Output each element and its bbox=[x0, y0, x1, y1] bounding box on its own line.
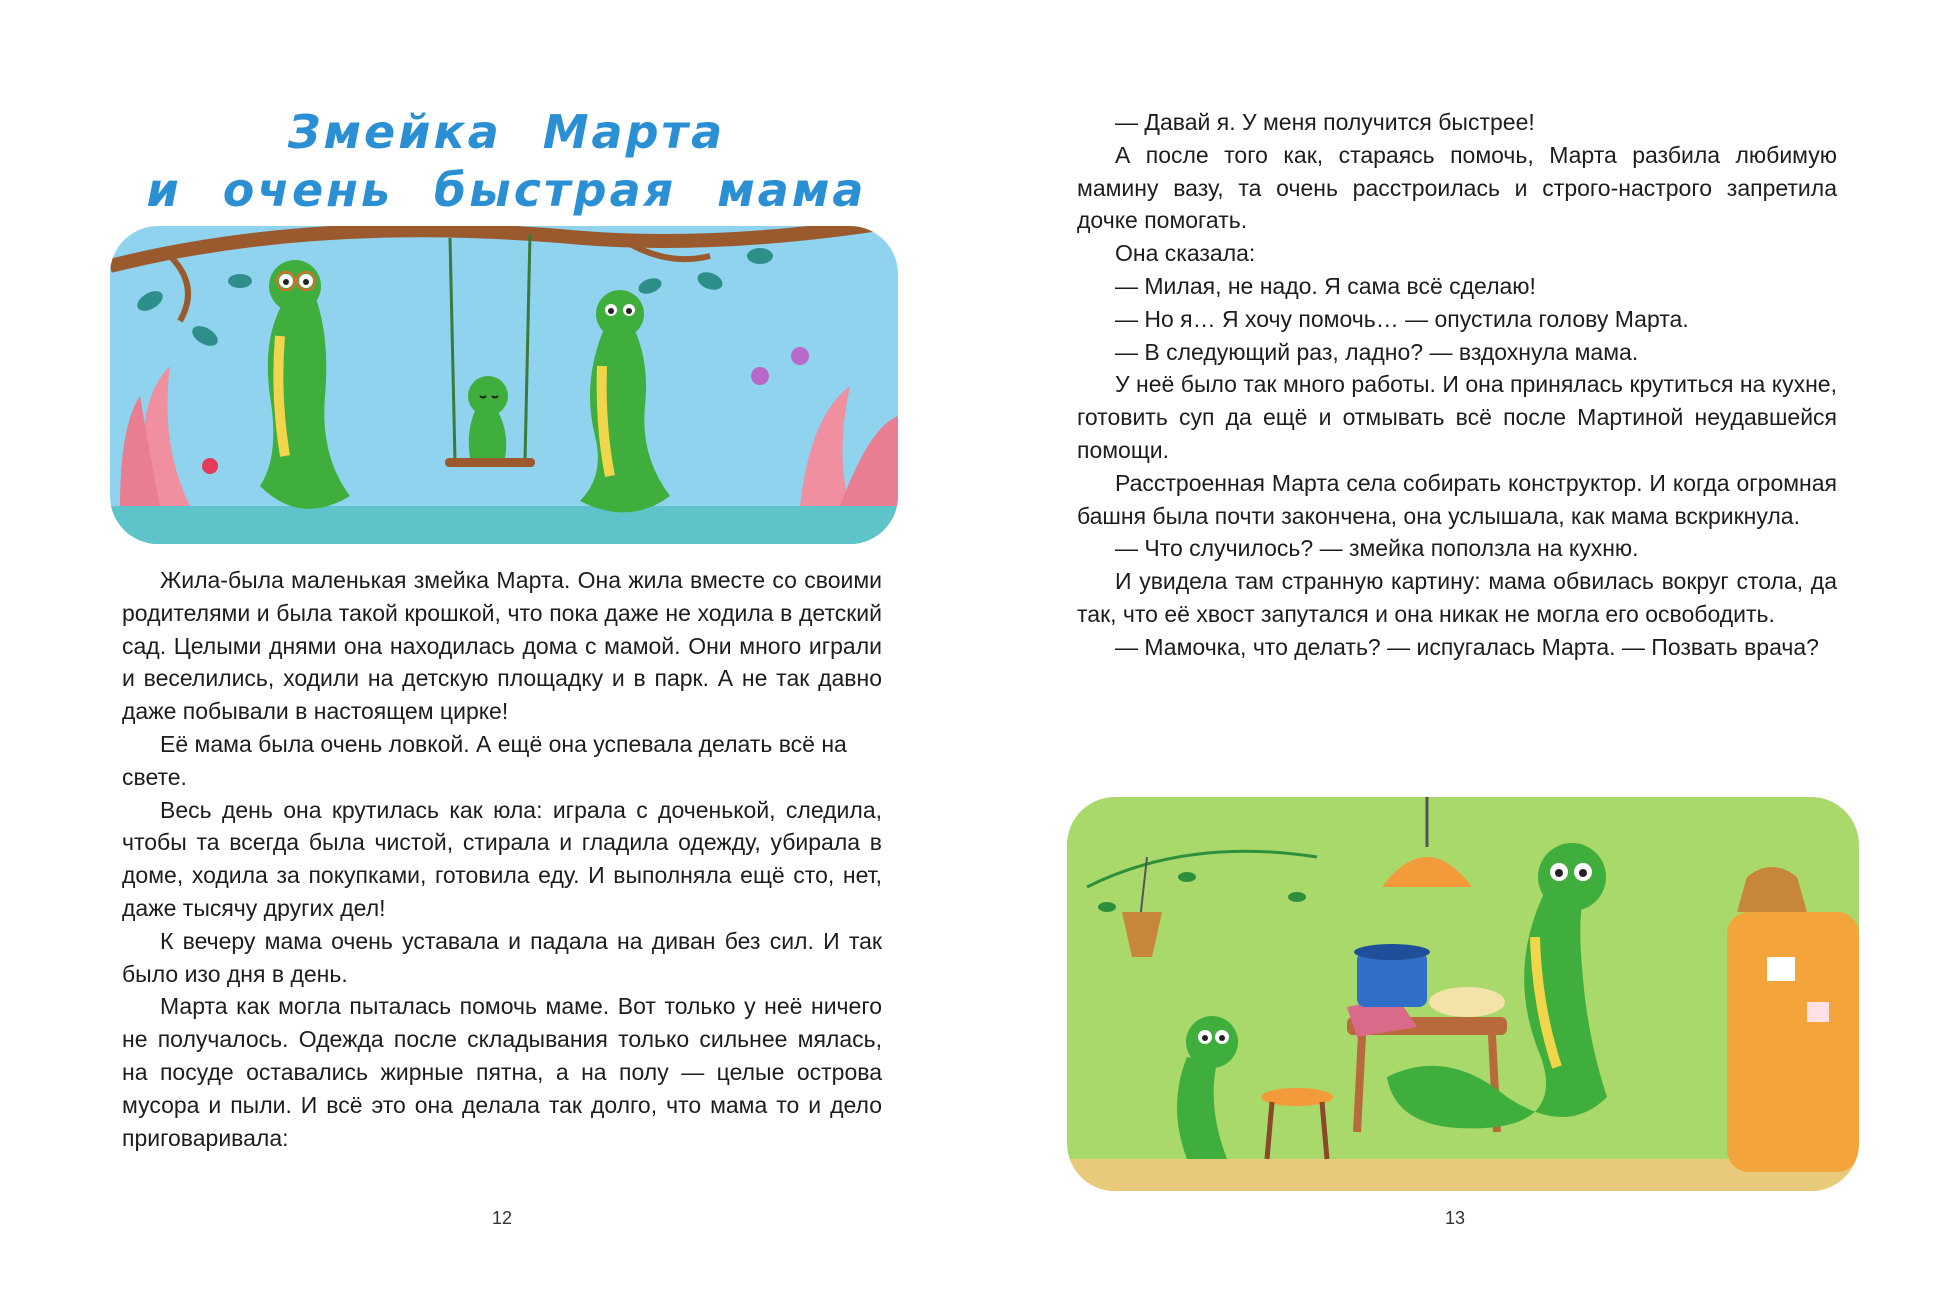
paragraph: Расстроенная Марта села собирать конструктор. И когда огромная башня была почти закончена, она услышала, как мама вскрикнула. bbox=[1077, 469, 1837, 529]
left-page-body-text bbox=[122, 564, 882, 1154]
paragraph: — Но я… Я хочу помочь… — опустила голову Марта. bbox=[1115, 305, 1689, 332]
paragraph: — Мамочка, что делать? — испугалась Марта. — Позвать врача? bbox=[1115, 633, 1819, 660]
paragraph: К вечеру мама очень уставала и падала на диван без сил. И так было изо дня в день. bbox=[122, 927, 882, 987]
right-page bbox=[973, 0, 1946, 1289]
story-title-line-1: Змейка Марта bbox=[287, 105, 726, 159]
kitchen-illustration bbox=[1067, 797, 1859, 1191]
paragraph: У неё было так много работы. И она принялась крутиться на кухне, готовить суп да ещё и отмывать всё после Мартиной неудавшейся помощи. bbox=[1077, 371, 1837, 463]
paragraph: Она сказала: bbox=[1115, 240, 1256, 267]
paragraph: — Что случилось? — змейка поползла на кухню. bbox=[1115, 535, 1639, 562]
paragraph: — В следующий раз, ладно? — вздохнула мама. bbox=[1115, 338, 1639, 365]
story-title-line-2: и очень быстрая мама bbox=[146, 163, 867, 217]
page-number: 13 bbox=[1444, 1208, 1466, 1228]
paragraph: — Давай я. У меня получится быстрее! bbox=[1115, 109, 1535, 135]
snake-family-illustration bbox=[110, 226, 898, 544]
paragraph: И увидела там странную картину: мама обвилась вокруг стола, да так, что её хвост запутался и она никак не могла его освободить. bbox=[1077, 568, 1837, 627]
paragraph: — Милая, не надо. Я сама всё сделаю! bbox=[1115, 272, 1536, 299]
right-page-body-text bbox=[1077, 106, 1837, 664]
paragraph: Её мама была очень ловкой. А ещё она успевала делать всё на свете. bbox=[122, 730, 847, 790]
paragraph: Жила-была маленькая змейка Марта. Она жила вместе со своими родителями и была такой крошкой, что пока даже не ходила в детский сад. Целыми днями она находилась дома с мамой. Они много играли и веселились, ходили на детскую площадку и в парк. А не так давно даже побывали в настоящем цирке! bbox=[122, 567, 882, 725]
page-number: 12 bbox=[491, 1208, 513, 1228]
paragraph: Марта как могла пыталась помочь маме. Вот только у неё ничего не получалось. Одежда после складывания только сильнее мялась, на посуде оставались жирные пятна, а на полу — целые острова мусора и пыли. И всё это она делала так долго, что мама то и дело приговаривала: bbox=[122, 993, 882, 1151]
paragraph: А после того как, стараясь помочь, Марта разбила любимую мамину вазу, та очень расстроилась и строго-настрого запретила дочке помогать. bbox=[1077, 141, 1837, 234]
paragraph: Весь день она крутилась как юла: играла с доченькой, следила, чтобы та всегда была чистой, стирала и гладила одежду, убирала в доме, ходила за покупками, готовила еду. И выполняла ещё сто, нет, даже тысячу других дел! bbox=[122, 796, 882, 921]
